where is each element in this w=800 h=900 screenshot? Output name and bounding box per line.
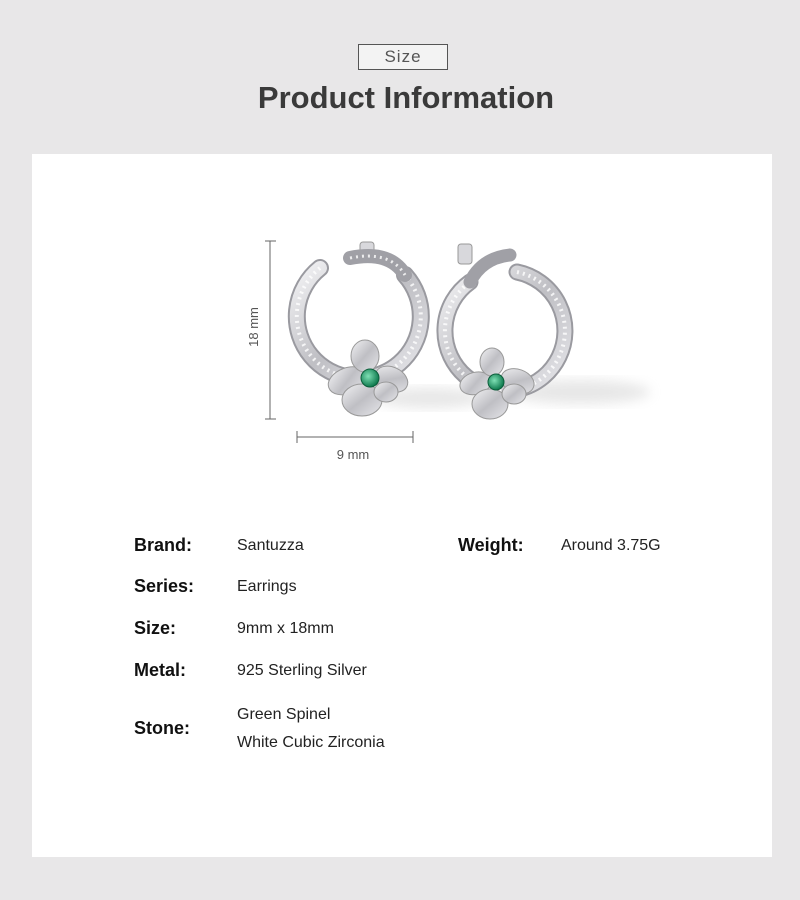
size-label: Size: [134,618,177,638]
stone-label: Stone: [134,718,190,738]
left-earring [297,242,421,416]
size-value: 9mm x 18mm [237,620,334,637]
metal-label: Metal: [134,660,187,680]
stone-value-green-spinel: Green Spinel [237,706,331,723]
brand-label: Brand: [134,535,192,555]
weight-label: Weight: [458,535,524,555]
series-label: Series: [134,576,195,596]
height-dimension-label: 18 mm [246,307,261,347]
width-dimension-label: 9 mm [336,447,370,462]
section-tag: Size [358,44,448,70]
weight-value: Around 3.75G [561,537,661,554]
page-title: Product Information [257,80,555,115]
stone-value-white-cubic-zirconia: White Cubic Zirconia [237,734,385,751]
series-value: Earrings [237,578,297,595]
brand-value: Santuzza [237,537,304,554]
metal-value: 925 Sterling Silver [237,662,367,679]
